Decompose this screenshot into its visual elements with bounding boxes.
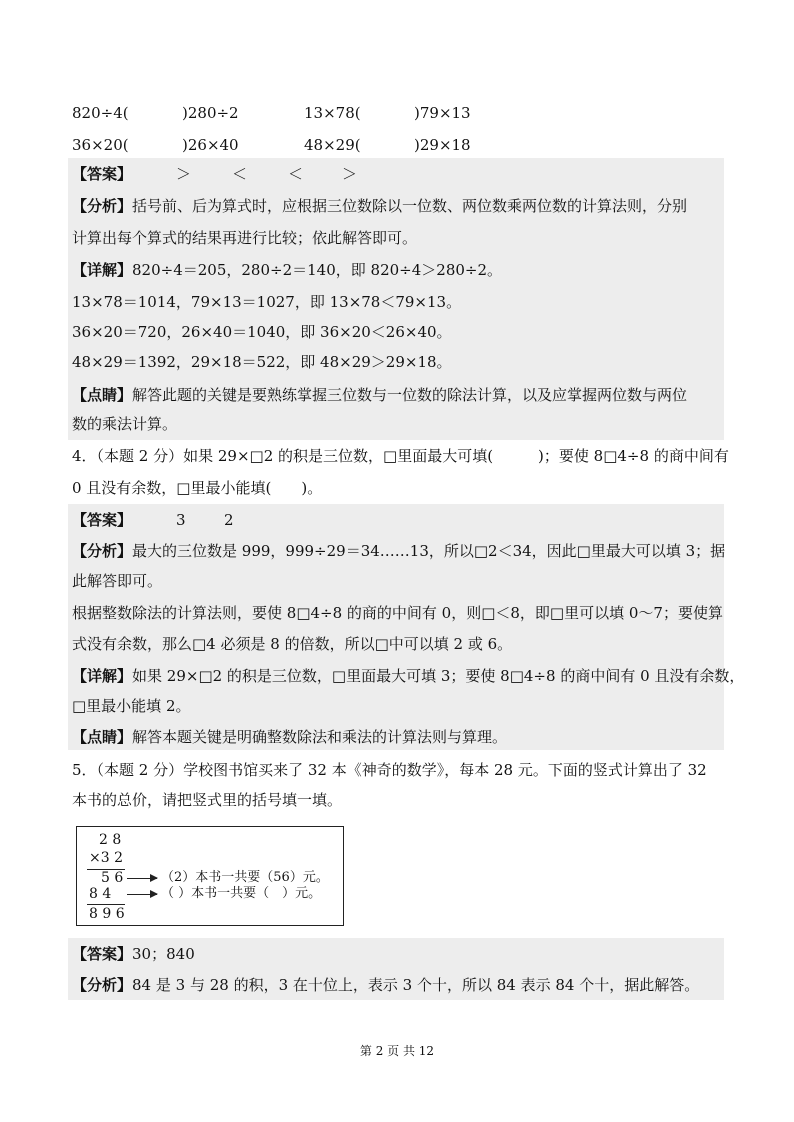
- expr: )26×40: [182, 136, 239, 154]
- product: 8 9 6: [89, 906, 125, 922]
- text-line: 48×29＝1392，29×18＝522，即 48×29＞29×18。: [72, 353, 452, 371]
- detail-line: [72, 666, 744, 686]
- answer-value: ＞: [176, 165, 192, 183]
- question-4-stem: 4．（本题 2 分）如果 29×□2 的积是三位数，□里面最大可填( )；要使 8□4÷8 的商中间有: [72, 447, 729, 465]
- text: 解答本题关键是明确整数除法和乘法的计算法则与算理。: [132, 728, 508, 746]
- detail-label: 【详解】: [72, 667, 133, 685]
- answer-line: [72, 944, 195, 964]
- comment-label: 【点睛】: [72, 728, 133, 746]
- text-line: 此解答即可。: [72, 572, 163, 590]
- analysis-label: 【分析】: [72, 542, 133, 560]
- text-line: 式没有余数，那么□4 必须是 8 的倍数，所以□中可以填 2 或 6。: [72, 635, 513, 653]
- expr: 36×20(: [72, 136, 129, 154]
- answer-value: 2: [224, 511, 234, 529]
- question-4-stem: 0 且没有余数，□里最小能填( )。: [72, 479, 323, 497]
- text: 最大的三位数是 999，999÷29＝34……13，所以□2＜34，因此□里最大可以填 3；据: [132, 542, 726, 560]
- answer-label: 【答案】: [72, 945, 133, 963]
- analysis-label: 【分析】: [72, 976, 133, 994]
- question-5-stem: 5．（本题 2 分）学校图书馆买来了 32 本《神奇的数学》，每本 28 元。下面的竖式计算出了 32: [72, 761, 707, 779]
- partial-product-1: 5 6: [101, 870, 124, 886]
- text-line: 36×20＝720，26×40＝1040，即 36×20＜26×40。: [72, 323, 452, 341]
- text: 820÷4＝205，280÷2＝140，即 820÷4＞280÷2。: [132, 261, 503, 279]
- answer-line: [72, 164, 358, 184]
- text: 括号前、后为算式时，应根据三位数除以一位数、两位数乘两位数的计算法则，分别: [132, 197, 688, 215]
- text-line: 13×78＝1014，79×13＝1027，即 13×78＜79×13。: [72, 293, 462, 311]
- text-line: 根据整数除法的计算法则，要使 8□4÷8 的商的中间有 0，则□＜8，即□里可以填 0～7；要使算: [72, 604, 723, 622]
- text: 如果 29×□2 的积是三位数，□里面最大可填 3；要使 8□4÷8 的商中间有 0 且没有余数，: [132, 667, 745, 685]
- text: 84 是 3 与 28 的积，3 在十位上，表示 3 个十，所以 84 表示 84 个十，据此解答。: [132, 976, 700, 994]
- note-1: （2）本书一共要（56）元。: [161, 870, 329, 885]
- answer-label: 【答案】: [72, 511, 133, 529]
- answer-value: ＞: [342, 165, 358, 183]
- answer-line: [72, 510, 234, 530]
- question-5-stem: 本书的总价，请把竖式里的括号填一填。: [72, 791, 343, 809]
- analysis-line: [72, 975, 699, 995]
- note-2: （ ）本书一共要（ ）元。: [161, 886, 322, 901]
- detail-line: [72, 260, 502, 280]
- text-line: 计算出每个算式的结果再进行比较；依此解答即可。: [72, 229, 418, 247]
- text-line: 数的乘法计算。: [72, 415, 178, 433]
- text: 解答此题的关键是要熟练掌握三位数与一位数的除法计算，以及应掌握两位数与两位: [132, 386, 688, 404]
- expr: 13×78(: [304, 104, 361, 122]
- comment-label: 【点睛】: [72, 386, 133, 404]
- detail-label: 【详解】: [72, 261, 133, 279]
- vertical-calculation-box: [76, 826, 344, 926]
- answer-value: ＜: [232, 165, 248, 183]
- comment-line: [72, 727, 507, 747]
- expr: 820÷4(: [72, 104, 129, 122]
- comment-line: [72, 385, 687, 405]
- partial-product-2: 8 4: [89, 886, 112, 902]
- multiplier: ×3 2: [89, 850, 123, 866]
- multiplicand: 2 8: [99, 832, 122, 848]
- answer-label: 【答案】: [72, 165, 133, 183]
- expr: )79×13: [414, 104, 471, 122]
- expr: )280÷2: [182, 104, 239, 122]
- answer-value: 3: [176, 511, 186, 529]
- arrow-icon: [127, 894, 157, 895]
- expr: 48×29(: [304, 136, 361, 154]
- analysis-line: [72, 196, 687, 216]
- answer-value: ＜: [288, 165, 304, 183]
- analysis-label: 【分析】: [72, 197, 133, 215]
- text-line: □里最小能填 2。: [72, 697, 191, 715]
- arrow-icon: [127, 878, 157, 879]
- answer-value: 30；840: [132, 945, 195, 963]
- analysis-line: [72, 541, 725, 561]
- expr: )29×18: [414, 136, 471, 154]
- page-footer: 第 2 页 共 12: [359, 1044, 435, 1058]
